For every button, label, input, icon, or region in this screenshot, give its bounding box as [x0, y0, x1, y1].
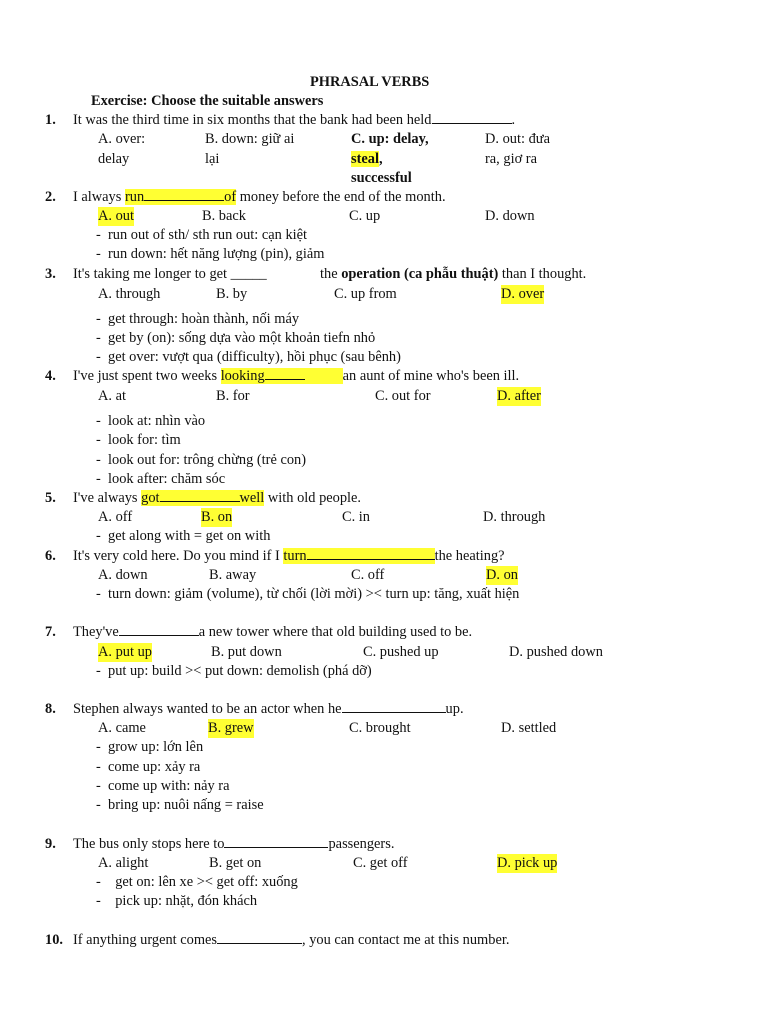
q5-number: 5.: [45, 490, 56, 506]
answer-blank: [342, 712, 446, 713]
q9-note-2: - pick up: nhặt, đón khách: [96, 893, 258, 909]
q3-number: 3.: [45, 266, 56, 282]
q4-option-b: B. for: [216, 388, 250, 404]
q4-option-c: C. out for: [375, 388, 431, 404]
q3-note-2: - get by (on): sống dựa vào một khoản tiefn nhỏ: [96, 330, 376, 346]
q3-option-c: C. up from: [334, 286, 397, 302]
q3-option-b: B. by: [216, 286, 248, 302]
q2-option-c: C. up: [349, 208, 381, 224]
q4-note-2: - look for: tìm: [96, 432, 181, 448]
page-title: PHRASAL VERBS: [310, 74, 430, 90]
q1-option-b-line1: B. down: giữ ai: [205, 131, 295, 147]
q8-number: 8.: [45, 701, 56, 717]
q3-option-a: A. through: [98, 286, 161, 302]
q8-note-4: - bring up: nuôi nấng = raise: [96, 797, 264, 813]
q9-note-1: - get on: lên xe >< get off: xuống: [96, 874, 298, 890]
q5-stem: I've always got well with old people.: [73, 490, 362, 506]
q6-option-c: C. off: [351, 567, 385, 583]
q7-option-a: A. put up: [98, 644, 152, 660]
q7-option-c: C. pushed up: [363, 644, 439, 660]
q4-stem: I've just spent two weeks looking an aunt of mine who's been ill.: [73, 368, 520, 384]
q5-option-b: B. on: [201, 509, 233, 525]
q5-option-c: C. in: [342, 509, 370, 525]
q8-stem: Stephen always wanted to be an actor when he up.: [73, 701, 464, 717]
q3-note-3: - get over: vượt qua (difficulty), hồi phục (sau bênh): [96, 349, 401, 365]
q9-number: 9.: [45, 836, 56, 852]
q5-note-1: - get along with = get on with: [96, 528, 271, 544]
q4-note-3: - look out for: trông chừng (trẻ con): [96, 452, 307, 468]
q9-option-b: B. get on: [209, 855, 262, 871]
q6-stem: It's very cold here. Do you mind if I turn the heating?: [73, 548, 505, 564]
q4-note-1: - look at: nhìn vào: [96, 413, 206, 429]
answer-blank: [432, 123, 512, 124]
q8-option-a: A. came: [98, 720, 146, 736]
q8-option-d: D. settled: [501, 720, 557, 736]
q1-option-c-line3: successful: [351, 170, 412, 186]
q3-stem: It's taking me longer to get _____: [73, 266, 267, 282]
answer-blank: [119, 635, 199, 636]
q1-option-d-line1: D. out: đưa: [485, 131, 550, 147]
q3-stem-cont: the operation (ca phẫu thuật) than I thought.: [320, 266, 587, 282]
q7-stem: They've a new tower where that old building used to be.: [73, 624, 473, 640]
q4-note-4: - look after: chăm sóc: [96, 471, 226, 487]
answer-blank: [160, 501, 240, 502]
q8-note-3: - come up with: nảy ra: [96, 778, 230, 794]
q6-option-a: A. down: [98, 567, 148, 583]
q1-option-a-line1: A. over:: [98, 131, 146, 147]
q1-option-d-line2: ra, giơ ra: [485, 151, 537, 167]
q1-option-c-line1: C. up: delay,: [351, 131, 429, 147]
q3-option-d: D. over: [501, 286, 545, 302]
q6-number: 6.: [45, 548, 56, 564]
q2-note-1: - run out of sth/ sth run out: cạn kiệt: [96, 227, 308, 243]
q7-option-b: B. put down: [211, 644, 282, 660]
q9-option-c: C. get off: [353, 855, 408, 871]
q4-option-d: D. after: [497, 388, 541, 404]
q9-option-d: D. pick up: [497, 855, 558, 871]
q2-option-d: D. down: [485, 208, 535, 224]
q7-note-1: - put up: build >< put down: demolish (phá dỡ): [96, 663, 372, 679]
q1-option-a-line2: delay: [98, 151, 130, 167]
q4-option-a: A. at: [98, 388, 126, 404]
q2-number: 2.: [45, 189, 56, 205]
answer-blank: [217, 943, 302, 944]
q4-number: 4.: [45, 368, 56, 384]
exercise-heading: Exercise: Choose the suitable answers: [91, 93, 324, 109]
answer-blank: [144, 200, 224, 201]
q8-option-c: C. brought: [349, 720, 411, 736]
q2-option-b: B. back: [202, 208, 246, 224]
q7-option-d: D. pushed down: [509, 644, 603, 660]
q5-option-a: A. off: [98, 509, 133, 525]
q7-number: 7.: [45, 624, 56, 640]
q10-stem: If anything urgent comes , you can contact me at this number.: [73, 932, 510, 948]
answer-blank: [224, 847, 328, 848]
answer-blank: [265, 379, 305, 380]
q8-note-1: - grow up: lớn lên: [96, 739, 204, 755]
q2-option-a: A. out: [98, 208, 134, 224]
q10-number: 10.: [45, 932, 63, 948]
q1-option-c-line2: steal,: [351, 151, 383, 167]
q9-option-a: A. alight: [98, 855, 149, 871]
q8-note-2: - come up: xảy ra: [96, 759, 201, 775]
q8-option-b: B. grew: [208, 720, 254, 736]
q1-option-b-line2: lại: [205, 151, 220, 167]
q1-number: 1.: [45, 112, 56, 128]
q2-note-2: - run down: hết năng lượng (pin), giảm: [96, 246, 325, 262]
q9-stem: The bus only stops here to passengers.: [73, 836, 395, 852]
q3-note-1: - get through: hoàn thành, nối máy: [96, 311, 300, 327]
q2-stem: I always run of money before the end of the month.: [73, 189, 446, 205]
q6-note-1: - turn down: giảm (volume), từ chối (lời mời) >< turn up: tăng, xuất hiện: [96, 586, 520, 602]
answer-blank: [307, 559, 435, 560]
q6-option-d: D. on: [486, 567, 518, 583]
q1-stem: It was the third time in six months that the bank had been held .: [73, 112, 516, 128]
q5-option-d: D. through: [483, 509, 546, 525]
q6-option-b: B. away: [209, 567, 257, 583]
